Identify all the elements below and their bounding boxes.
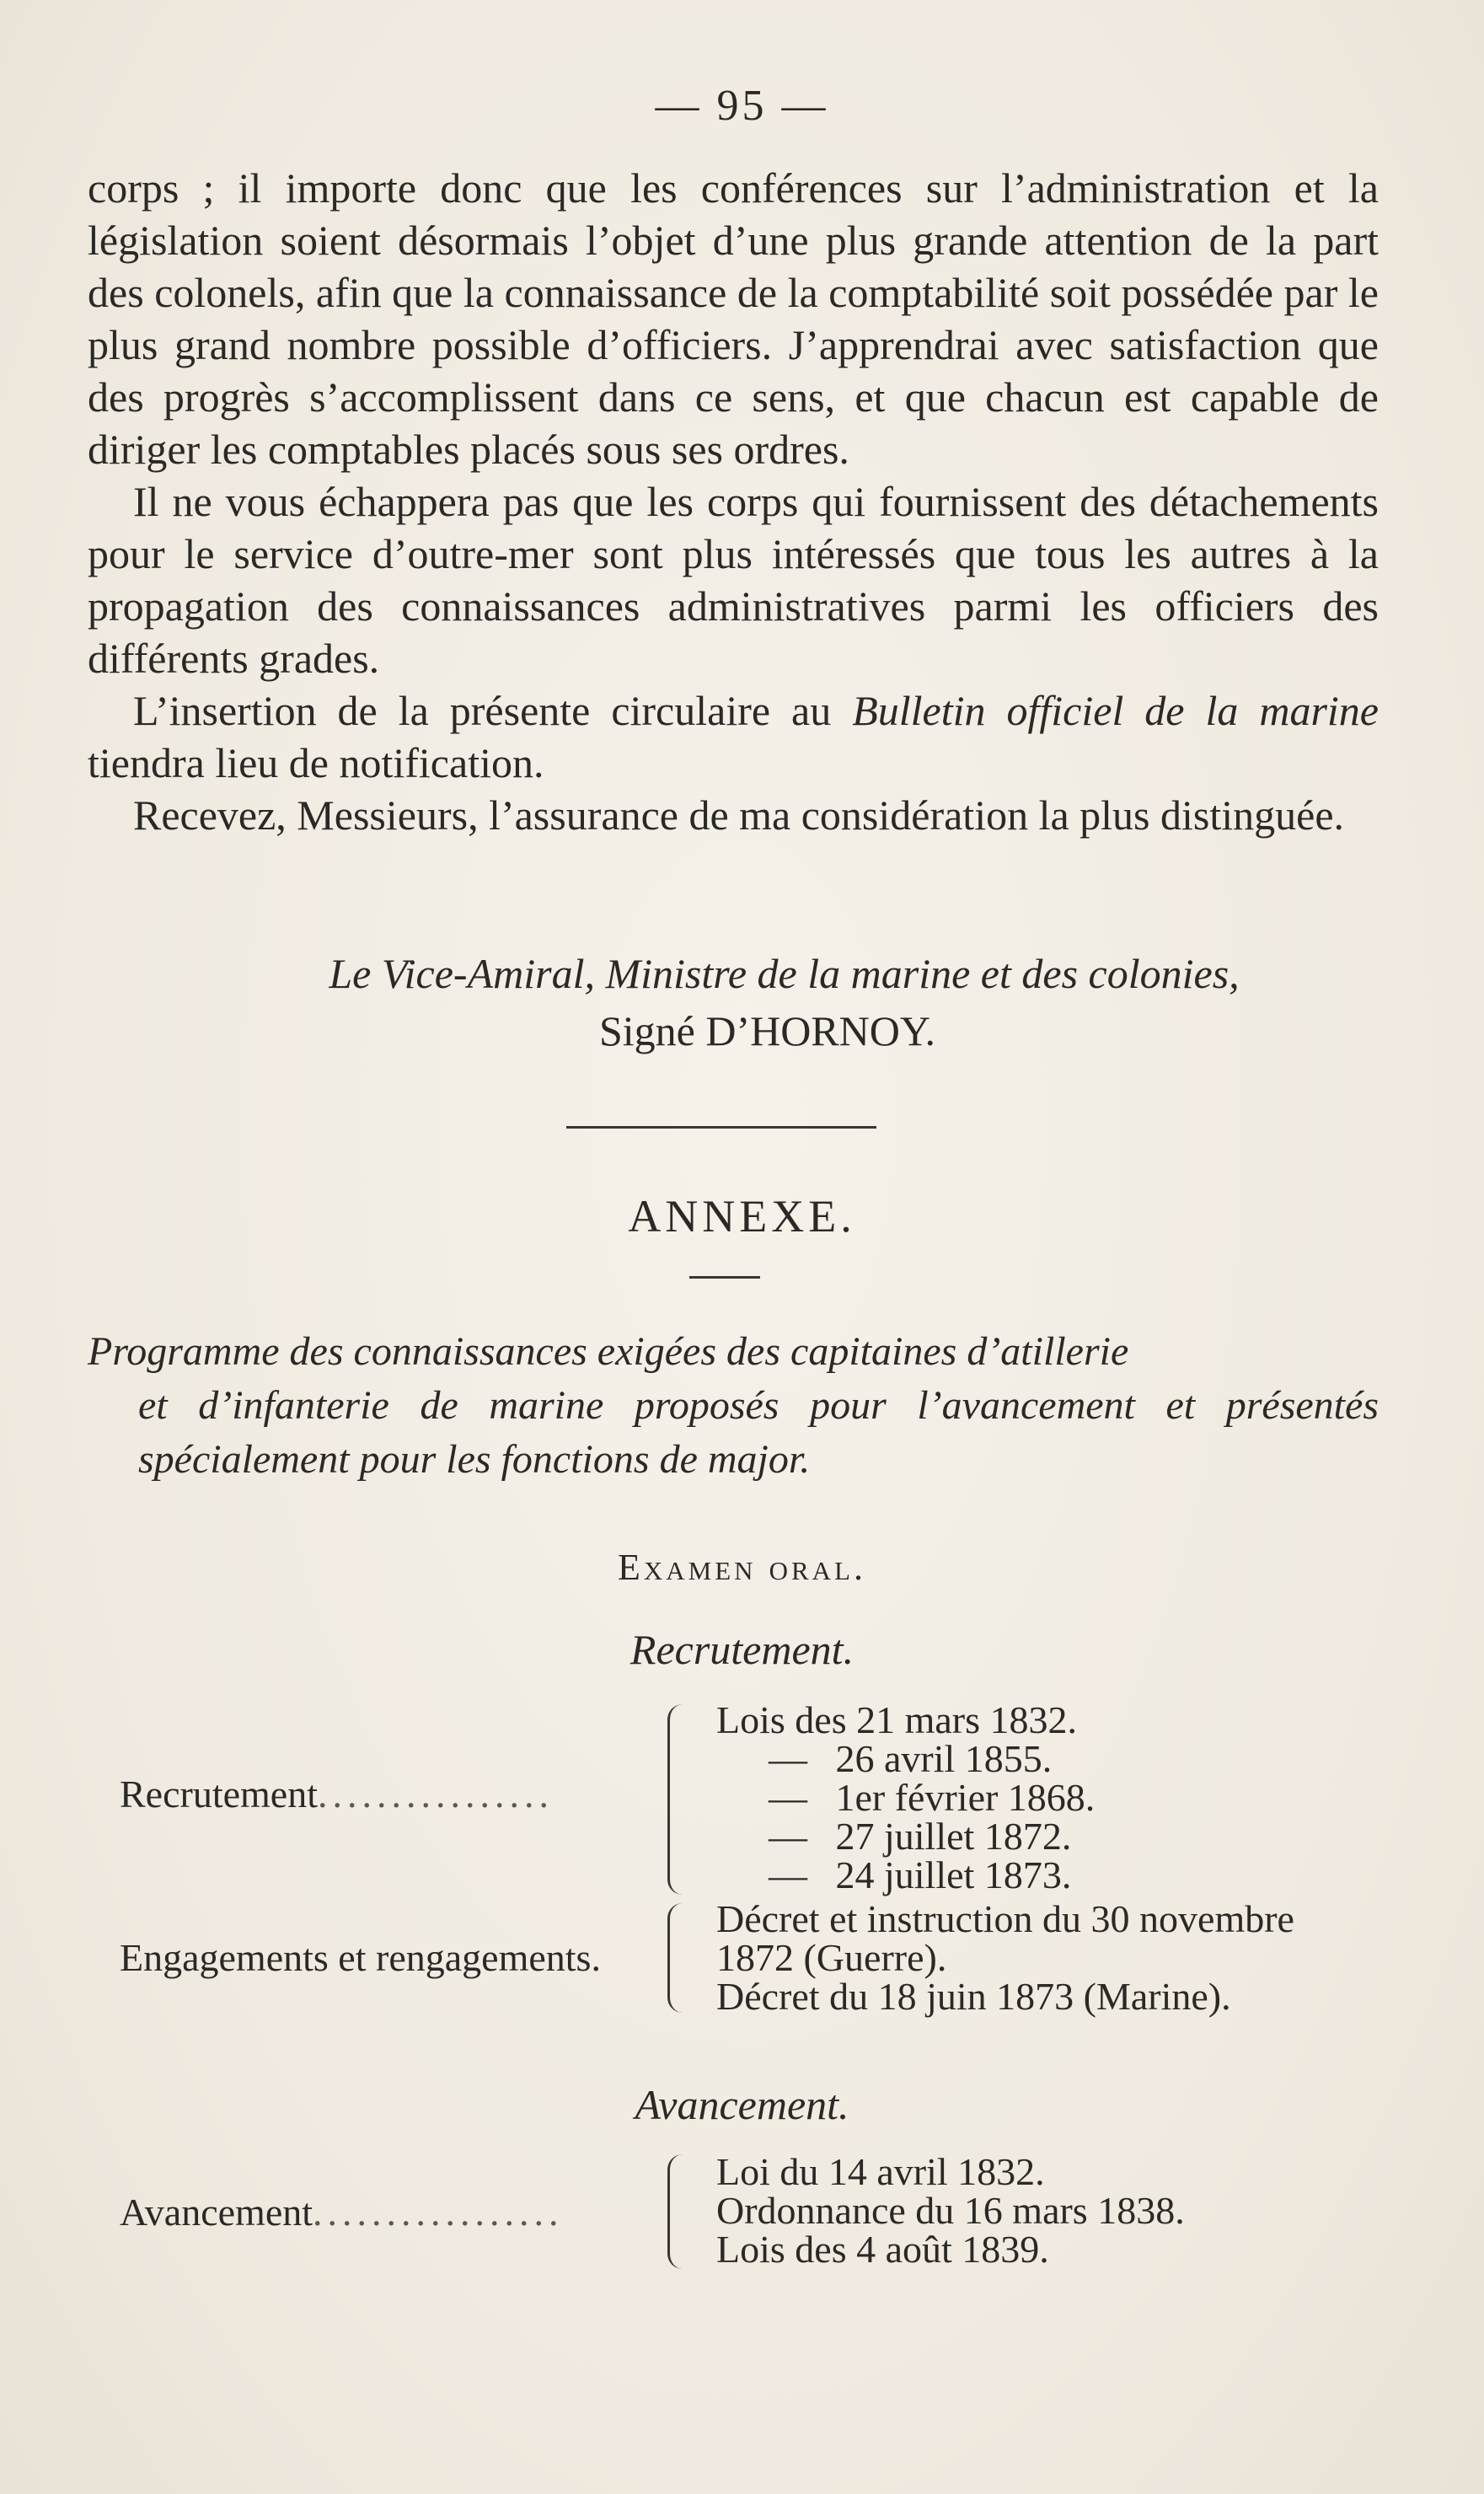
- law-line: [716, 1737, 1390, 1780]
- decree-line: Décret du 18 juin 1873 (Marine).: [716, 1975, 1231, 2018]
- law-line: Ordonnance du 16 mars 1838.: [716, 2189, 1185, 2232]
- avancement-laws: [716, 2150, 1390, 2271]
- annex-title-rule: [689, 1276, 760, 1279]
- signatory-name: Signé D’HORNOY.: [598, 1007, 936, 1054]
- recrutement-label: [120, 1772, 676, 1816]
- law-prefix: —: [769, 1853, 807, 1896]
- programme-description: [88, 1325, 1379, 1487]
- law-date: 27 juillet 1872.: [835, 1815, 1072, 1858]
- leader-dots: ................: [318, 1773, 554, 1816]
- law-line: [716, 1698, 1390, 1741]
- insertion-text-after: tiendra lieu de notification.: [88, 739, 544, 786]
- exam-oral-heading: Examen oral.: [618, 1547, 866, 1588]
- law-prefix: —: [769, 1776, 807, 1819]
- law-line: Loi du 14 avril 1832.: [716, 2150, 1045, 2193]
- law-prefix: —: [769, 1815, 807, 1858]
- paragraph-detachements: Il ne vous échappera pas que les corps qui fournissent des détachements pour le service d’outre-mer sont plus intéressés que tous les autres à la propagation des connaissances administratives parmi les officiers des différents grades.: [88, 478, 1379, 682]
- recrutement-label-text: Recrutement: [120, 1773, 319, 1816]
- engagements-brace: [667, 1903, 690, 2013]
- law-line: [716, 1817, 1390, 1856]
- leader-dots: .................: [313, 2191, 564, 2234]
- law-prefix: —: [769, 1737, 807, 1780]
- law-date: 26 avril 1855.: [835, 1737, 1053, 1780]
- bulletin-officiel-title: Bulletin officiel de la marine: [852, 687, 1379, 734]
- law-date: 24 juillet 1873.: [835, 1853, 1072, 1896]
- insertion-text-before: L’insertion de la présente circulaire au: [133, 687, 853, 734]
- annex-title: ANNEXE.: [628, 1191, 856, 1242]
- page-number: — 95 —: [655, 82, 829, 130]
- engagements-label: Engagements et rengagements.: [120, 1936, 601, 1979]
- signature-block: [0, 947, 1484, 1057]
- programme-line-2: et d’infanterie de marine proposés pour l’avancement et présentés spécialement pour les fonctions de major.: [138, 1383, 1379, 1482]
- law-prefix: Lois des: [716, 1698, 847, 1741]
- recrutement-heading: Recrutement.: [629, 1626, 855, 1673]
- law-line: [716, 1853, 1390, 1896]
- paragraph-insertion: [88, 684, 1379, 789]
- recrutement-laws: [716, 1698, 1390, 1896]
- separator-rule: [566, 1126, 876, 1129]
- law-date: 1er février 1868.: [835, 1776, 1096, 1819]
- circular-body: [88, 162, 1379, 841]
- avancement-label: [120, 2190, 676, 2234]
- avancement-brace: [667, 2154, 690, 2269]
- law-line: [716, 1778, 1390, 1817]
- law-date: 21 mars 1832.: [856, 1698, 1078, 1741]
- paragraph-closing: Recevez, Messieurs, l’assurance de ma considération la plus distinguée.: [133, 791, 1345, 839]
- paragraph-conferences: corps ; il importe donc que les conférences sur l’administration et la législation soient désormais l’objet d’une plus grande attention de la part des colonels, afin que la connaissance de la comptabilité soit possédée par le plus grand nombre possible d’officiers. J’apprendrai avec satisfaction que des progrès s’accomplissent dans ce sens, et que chacun est capable de diriger les comptables placés sous ses ordres.: [88, 164, 1379, 473]
- decree-line: Décret et instruction du 30 novembre 1872 (Guerre).: [716, 1897, 1294, 1979]
- avancement-label-text: Avancement: [120, 2191, 313, 2234]
- recrutement-brace: [667, 1704, 690, 1895]
- law-line: Lois des 4 août 1839.: [716, 2228, 1049, 2271]
- engagements-decrees: [716, 1897, 1390, 2018]
- avancement-heading: Avancement.: [635, 2081, 849, 2128]
- programme-line-1: Programme des connaissances exigées des capitaines d’atillerie: [88, 1329, 1129, 1374]
- signatory-title: Le Vice-Amiral, Ministre de la marine et des colonies,: [329, 950, 1240, 997]
